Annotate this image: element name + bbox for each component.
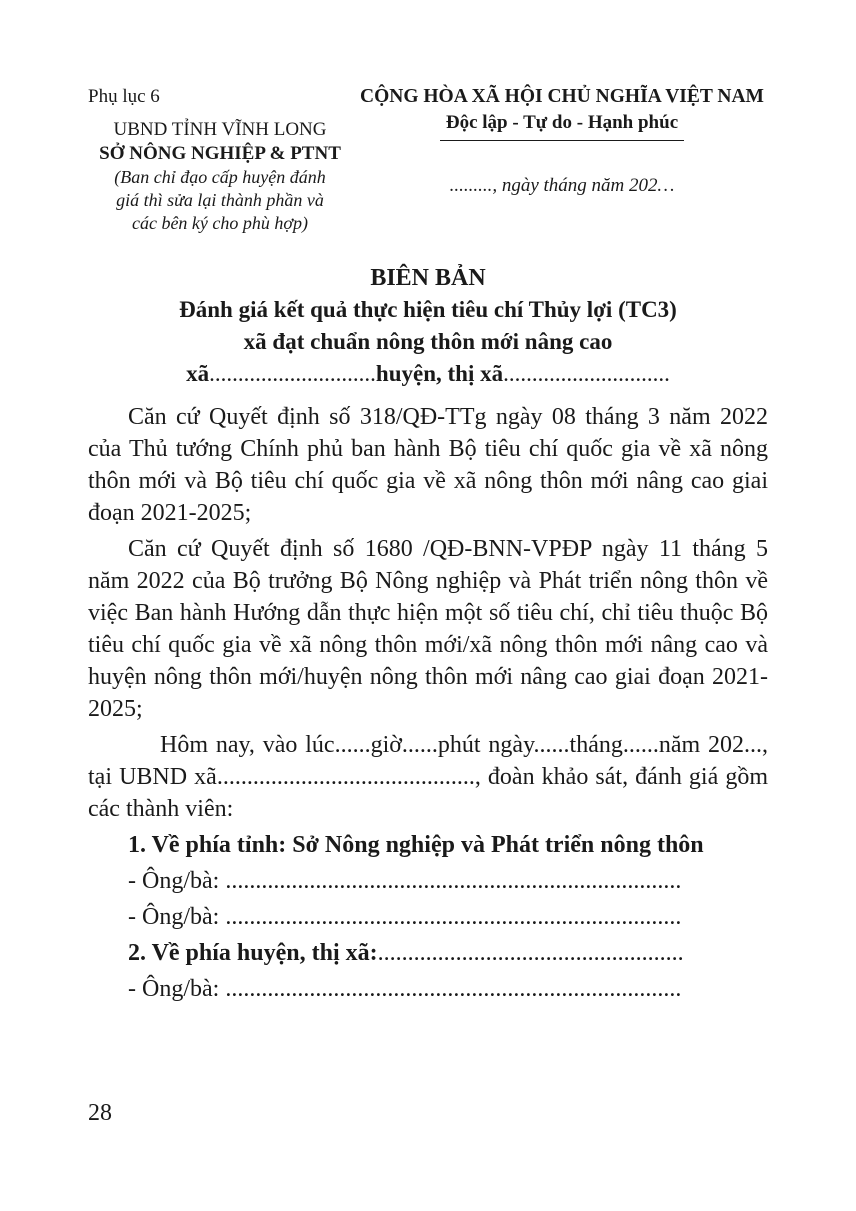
authority-name: UBND TỈNH VĨNH LONG [113,119,327,140]
national-motto: Độc lập - Tự do - Hạnh phúc [445,112,679,133]
section-heading: 1. Về phía tỉnh: Sở Nông nghiệp và Phát triển nông thôn [128,832,704,858]
authority-note [86,166,354,235]
section-label: 2. Về phía huyện, thị xã: [128,940,378,966]
document-title-block [86,262,770,390]
meeting-info-paragraph: Hôm nay, vào lúc......giờ......phút ngày......tháng......năm 202..., tại UBND xã..........................................., đoàn khảo sát, đánh giá gồm các thành viên: [88,732,768,822]
district-label: huyện, thị xã [375,361,504,386]
section-blank: ................................................... [377,940,684,966]
member-line: - Ông/bà: ............................................................................ [128,868,682,894]
motto-underline [440,140,684,141]
note-line: các bên ký cho phù hợp) [131,213,309,233]
document-subtitle: Đánh giá kết quả thực hiện tiêu chí Thủy lợi (TC3) [179,297,677,322]
section-heading [88,937,768,969]
legal-basis-paragraph: Căn cứ Quyết định số 1680 /QĐ-BNN-VPĐP ngày 11 tháng 5 năm 2022 của Bộ trưởng Bộ Nông nghiệp và Phát triển nông thôn về việc Ban hành Hướng dẫn thực hiện một số tiêu chí, chỉ tiêu thuộc Bộ tiêu chí quốc gia về xã nông thôn mới/xã nông thôn mới nâng cao và huyện nông thôn mới/huyện nông thôn mới nâng cao giai đoạn 2021-2025; [88,536,768,722]
note-line: giá thì sửa lại thành phần và [116,190,324,210]
date-line: ........., ngày tháng năm 202… [449,175,675,196]
department-name: SỞ NÔNG NGHIỆP & PTNT [99,143,341,164]
legal-basis-paragraph: Căn cứ Quyết định số 318/QĐ-TTg ngày 08 tháng 3 năm 2022 của Thủ tướng Chính phủ ban hành Bộ tiêu chí quốc gia về xã nông thôn mới và Bộ tiêu chí quốc gia về xã nông thôn mới nâng cao giai đoạn 2021-2025; [88,404,768,526]
commune-blank: ............................. [209,361,376,386]
commune-district-line [86,358,770,390]
issuing-authority-block [86,118,354,235]
member-line: - Ông/bà: ............................................................................ [128,976,682,1002]
page-number: 28 [88,1100,112,1126]
appendix-label: Phụ lục 6 [88,86,160,107]
district-blank: ............................. [503,361,670,386]
nation-title: CỘNG HÒA XÃ HỘI CHỦ NGHĨA VIỆT NAM [360,86,764,107]
document-title: BIÊN BẢN [370,265,486,291]
document-subtitle: xã đạt chuẩn nông thôn mới nâng cao [243,329,613,354]
national-header-block [354,84,770,197]
commune-label: xã [186,361,210,386]
member-line: - Ông/bà: ............................................................................ [128,904,682,930]
document-body [88,401,768,1009]
note-line: (Ban chỉ đạo cấp huyện đánh [114,167,326,187]
